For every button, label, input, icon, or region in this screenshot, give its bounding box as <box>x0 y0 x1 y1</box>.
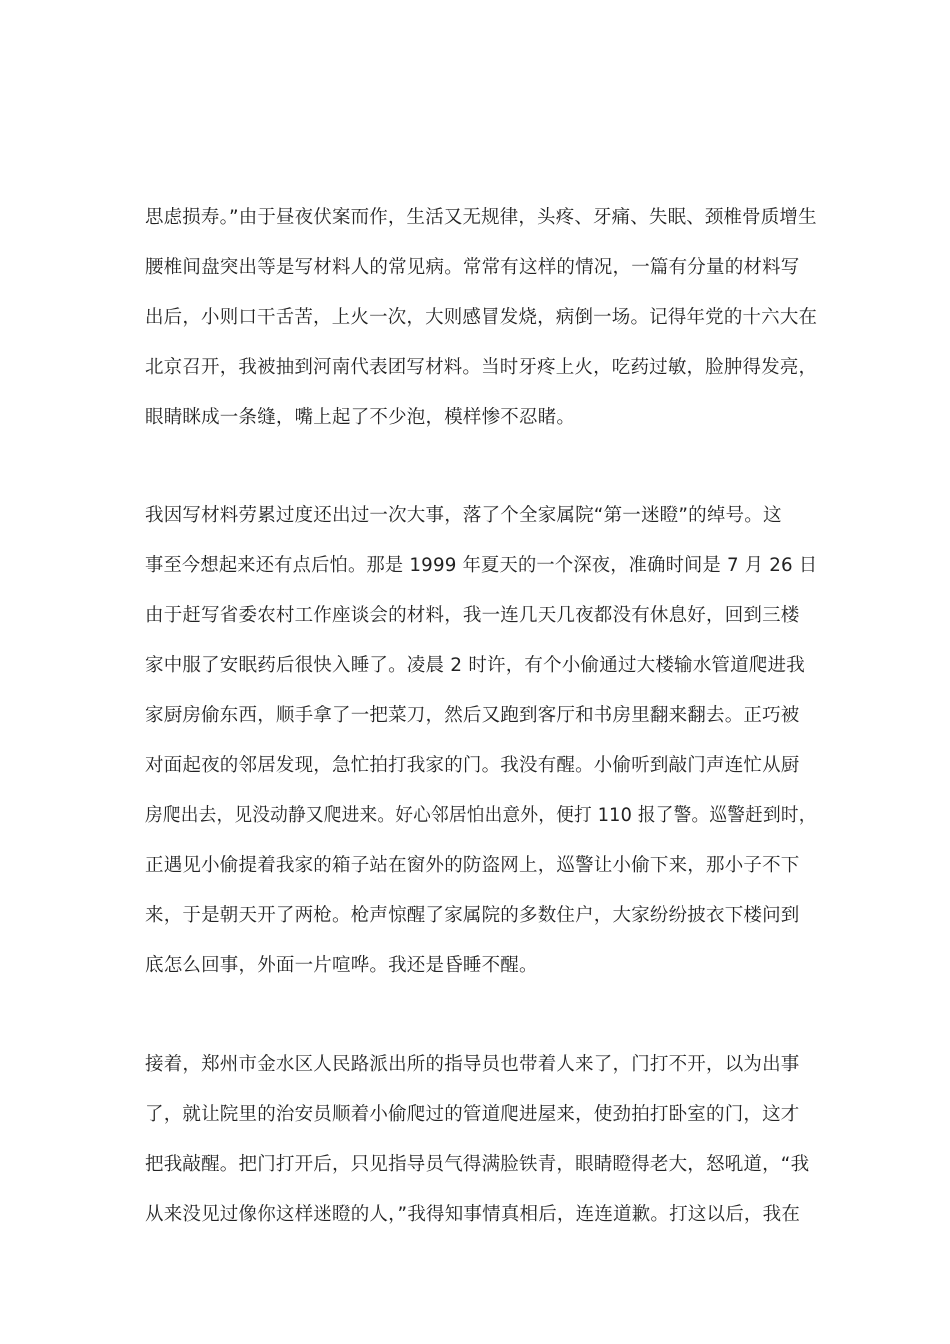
text-line: 正遇见小偷提着我家的箱子站在窗外的防盗网上，巡警让小偷下来，那小子不下 <box>145 855 800 876</box>
text-line: 对面起夜的邻居发现，急忙拍打我家的门。我没有醒。小偷听到敲门声连忙从厨 <box>145 755 800 776</box>
text-line: 由于赶写省委农村工作座谈会的材料，我一连几天几夜都没有休息好，回到三楼 <box>145 605 800 626</box>
text-line: 底怎么回事，外面一片喧哗。我还是昏睡不醒。 <box>145 955 538 976</box>
text-line: 腰椎间盘突出等是写材料人的常见病。常常有这样的情况，一篇有分量的材料写 <box>145 257 800 278</box>
paragraph-2 <box>145 491 818 991</box>
text-line: 我因写材料劳累过度还出过一次大事，落了个全家属院“第一迷瞪”的绰号。这 <box>145 505 782 526</box>
text-line: 了，就让院里的治安员顺着小偷爬过的管道爬进屋来，使劲拍打卧室的门，这才 <box>145 1104 800 1125</box>
text-line: 房爬出去，见没动静又爬进来。好心邻居怕出意外，便打 110 报了警。巡警赶到时， <box>145 805 817 826</box>
text-line: 把我敲醒。把门打开后，只见指导员气得满脸铁青，眼睛瞪得老大，怒吼道，“我 <box>145 1154 810 1175</box>
text-line: 家中服了安眠药后很快入睡了。凌晨 2 时许，有个小偷通过大楼输水管道爬进我 <box>145 655 805 676</box>
text-line: 思虑损寿。”由于昼夜伏案而作，生活又无规律，头疼、牙痛、失眠、颈椎骨质增生 <box>145 207 817 228</box>
paragraph-3 <box>145 1040 815 1240</box>
text-line: 北京召开，我被抽到河南代表团写材料。当时牙疼上火，吃药过敏，脸肿得发亮， <box>145 357 818 378</box>
text-line: 眼睛眯成一条缝，嘴上起了不少泡，模样惨不忍睹。 <box>145 407 576 428</box>
paragraph-1 <box>145 193 818 443</box>
text-line: 家厨房偷东西，顺手拿了一把菜刀，然后又跑到客厅和书房里翻来翻去。正巧被 <box>145 705 800 726</box>
text-line: 出后，小则口干舌苦，上火一次，大则感冒发烧，病倒一场。记得年党的十六大在 <box>145 307 818 328</box>
text-line: 接着，郑州市金水区人民路派出所的指导员也带着人来了，门打不开，以为出事 <box>145 1054 800 1075</box>
text-line: 事至今想起来还有点后怕。那是 1999 年夏天的一个深夜，准确时间是 7 月 26 日 <box>145 555 818 576</box>
text-line: 来，于是朝天开了两枪。枪声惊醒了家属院的多数住户，大家纷纷披衣下楼问到 <box>145 905 800 926</box>
text-line: 从来没见过像你这样迷瞪的人，”我得知事情真相后，连连道歉。打这以后，我在 <box>145 1204 801 1225</box>
